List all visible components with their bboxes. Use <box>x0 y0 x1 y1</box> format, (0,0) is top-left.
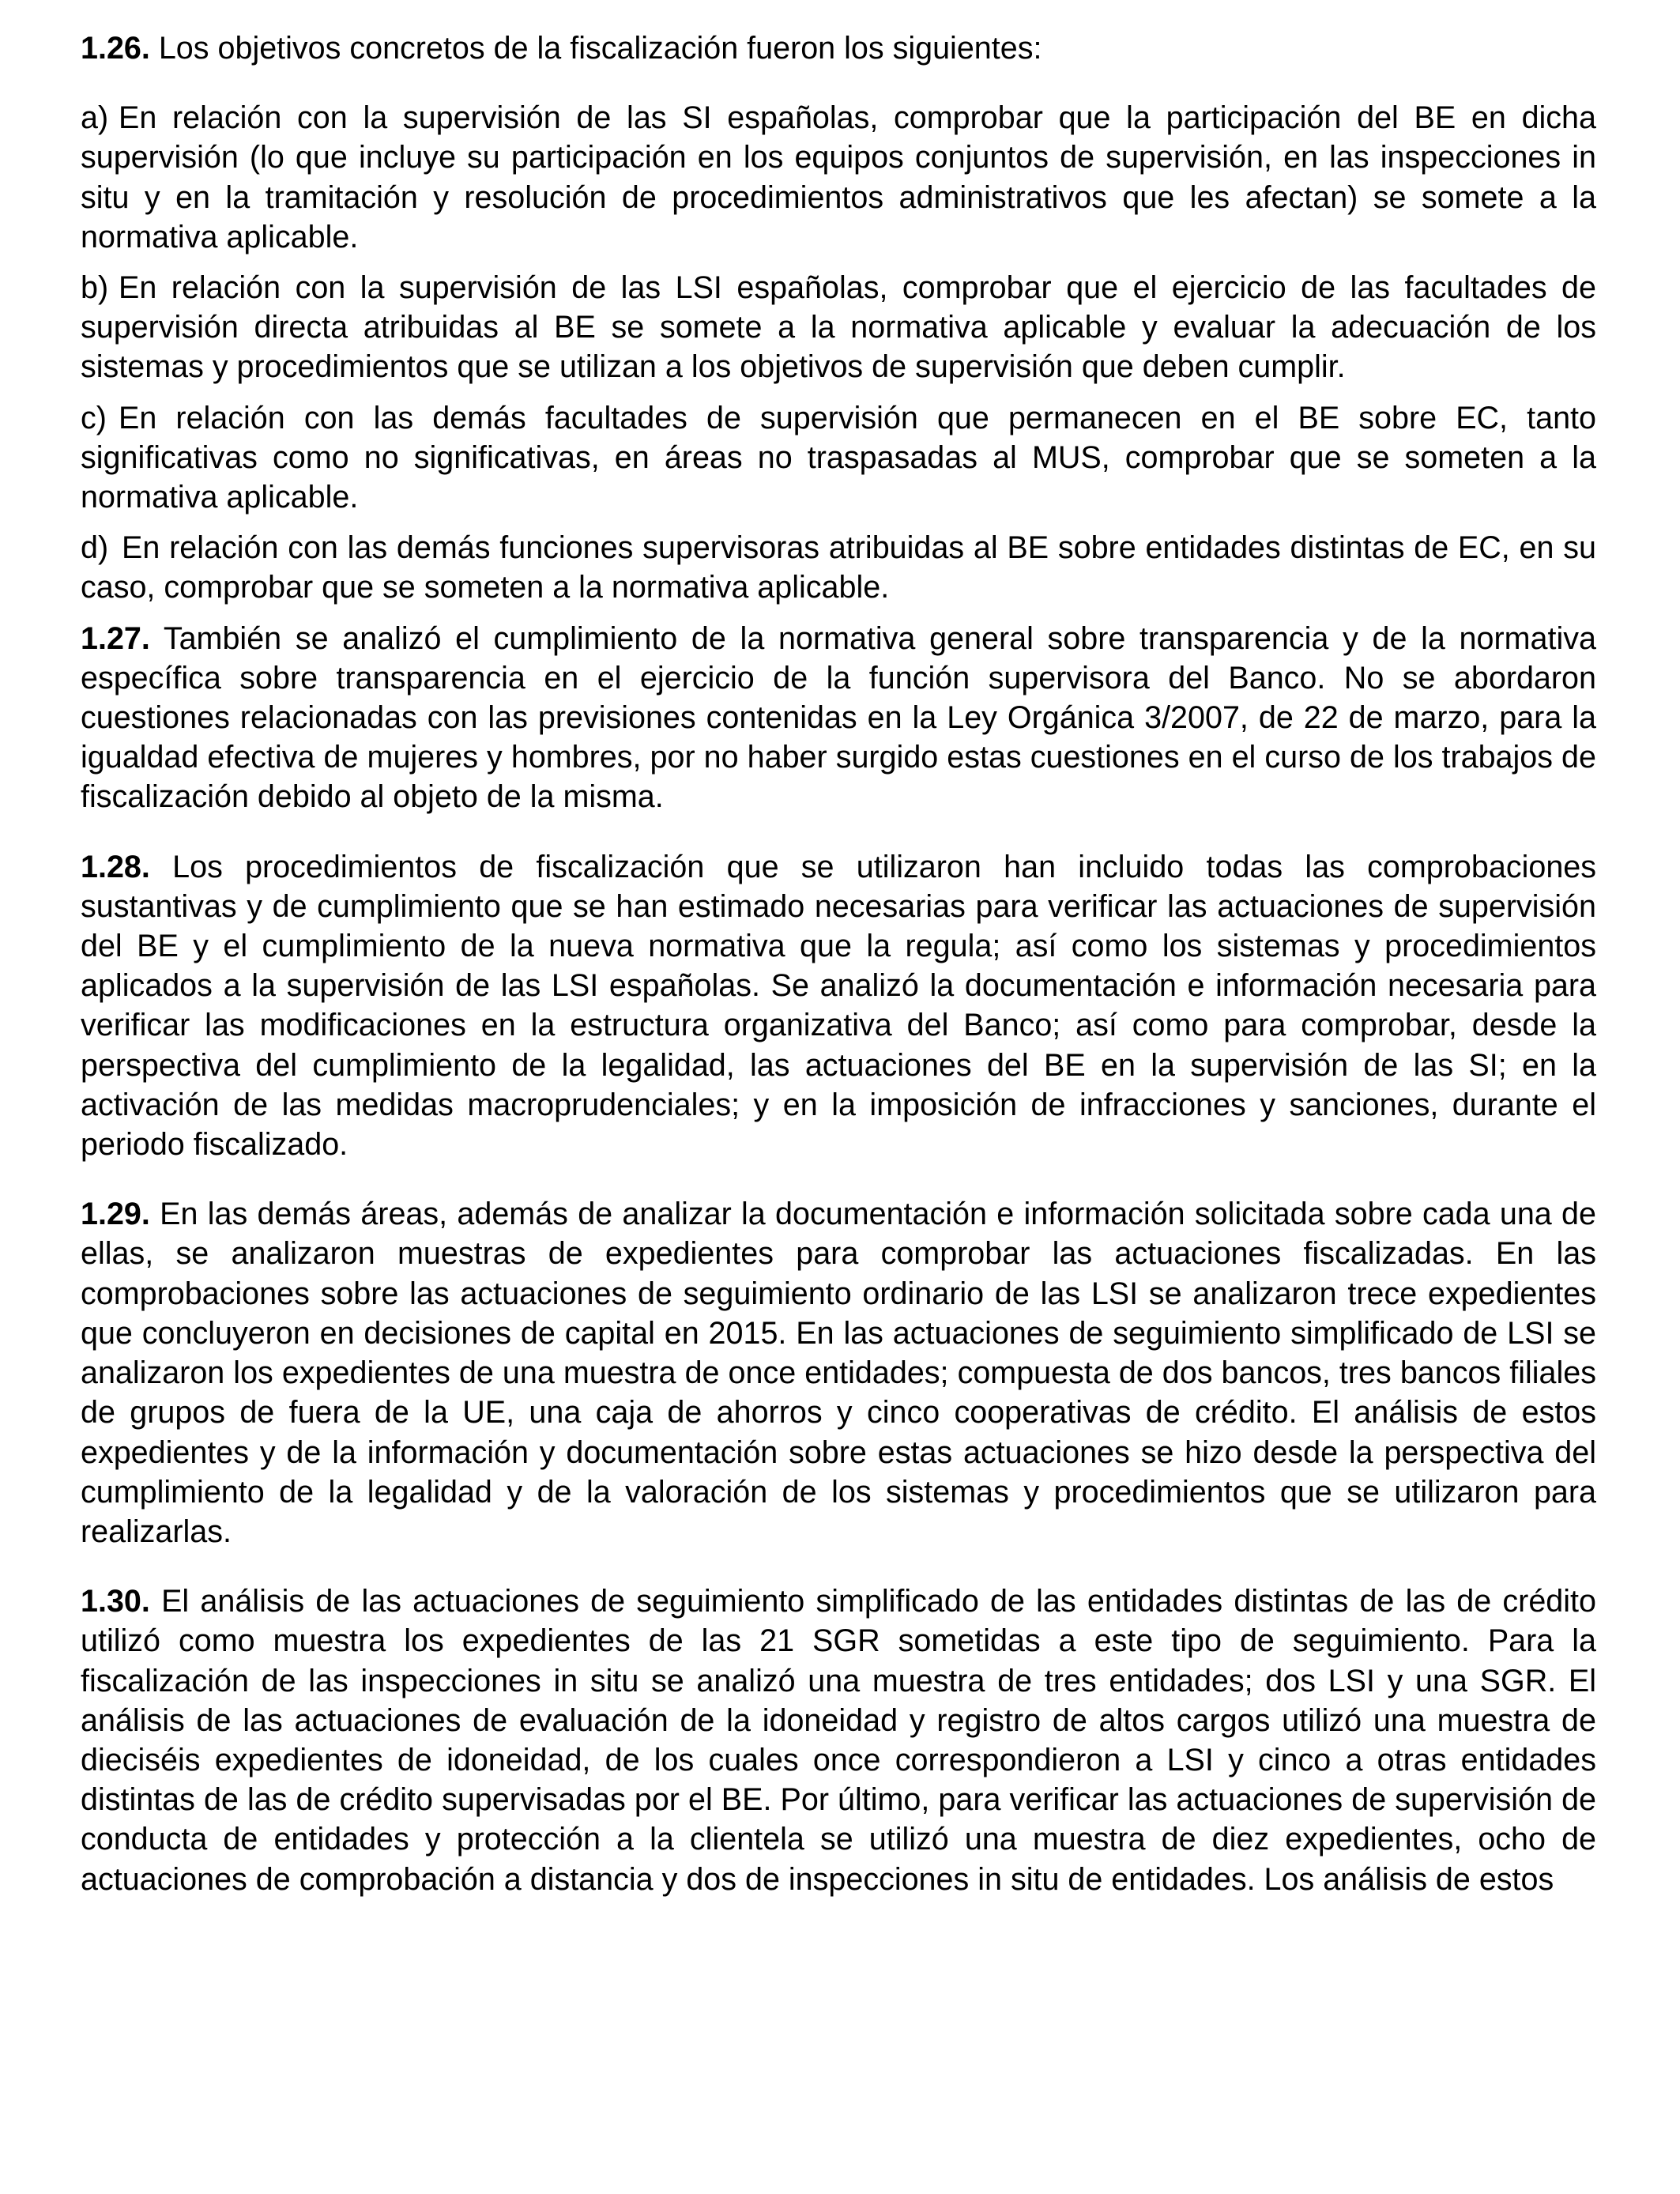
paragraph-number: 1.29. <box>81 1197 150 1232</box>
paragraph-number: 1.28. <box>81 849 150 884</box>
list-item-letter: c) <box>81 400 107 435</box>
list-item-a <box>81 98 1596 257</box>
paragraph-1-30 <box>81 1581 1596 1899</box>
paragraph-1-27 <box>81 619 1596 817</box>
list-item-text: En relación con la supervisión de las LSI españolas, comprobar que el ejercicio de las facultades de supervisión directa atribuidas al BE se somete a la normativa aplicable y evaluar la adecuación de los sistemas y procedimientos que se utilizan a los objetivos de supervisión que deben cumplir. <box>81 270 1596 385</box>
list-item-b <box>81 268 1596 387</box>
paragraph-text: Los procedimientos de fiscalización que se utilizaron han incluido todas las comprobaciones sustantivas y de cumplimiento que se han estimado necesarias para verificar las actuaciones de supervisión del BE y el cumplimiento de la nueva normativa que la regula; así como los sistemas y procedimientos aplicados a la supervisión de las LSI españolas. Se analizó la documentación e información necesaria para verificar las modificaciones en la estructura organizativa del Banco; así como para comprobar, desde la perspectiva del cumplimiento de la legalidad, las actuaciones del BE en la supervisión de las SI; en la activación de las medidas macroprudenciales; y en la imposición de infracciones y sanciones, durante el periodo fiscalizado. <box>81 849 1596 1163</box>
document-page <box>81 28 1596 1899</box>
list-item-c <box>81 398 1596 518</box>
paragraph-text: En las demás áreas, además de analizar la documentación e información solicitada sobre cada una de ellas, se analizaron muestras de expedientes para comprobar las actuaciones fiscalizadas. En las comprobaciones sobre las actuaciones de seguimiento ordinario de las LSI se analizaron trece expedientes que concluyeron en decisiones de capital en 2015. En las actuaciones de seguimiento simplificado de LSI se analizaron los expedientes de una muestra de once entidades; compuesta de dos bancos, tres bancos filiales de grupos de fuera de la UE, una caja de ahorros y cinco cooperativas de crédito. El análisis de estos expedientes y de la información y documentación sobre estas actuaciones se hizo desde la perspectiva del cumplimiento de la legalidad y de la valoración de los sistemas y procedimientos que se utilizaron para realizarlas. <box>81 1197 1596 1549</box>
paragraph-text: También se analizó el cumplimiento de la normativa general sobre transparencia y de la normativa específica sobre transparencia en el ejercicio de la función supervisora del Banco. No se abordaron cuestiones relacionadas con las previsiones contenidas en la Ley Orgánica 3/2007, de 22 de marzo, para la igualdad efectiva de mujeres y hombres, por no haber surgido estas cuestiones en el curso de los trabajos de fiscalización debido al objeto de la misma. <box>81 620 1596 815</box>
paragraph-text: El análisis de las actuaciones de seguimiento simplificado de las entidades distintas de las de crédito utilizó como muestra los expedientes de las 21 SGR sometidas a este tipo de seguimiento. Para la fiscalización de las inspecciones in situ se analizó una muestra de tres entidades; dos LSI y una SGR. El análisis de las actuaciones de evaluación de la idoneidad y registro de altos cargos utilizó una muestra de dieciséis expedientes de idoneidad, de los cuales once correspondieron a LSI y cinco a otras entidades distintas de las de crédito supervisadas por el BE. Por último, para verificar las actuaciones de supervisión de conducta de entidades y protección a la clientela se utilizó una muestra de diez expedientes, ocho de actuaciones de comprobación a distancia y dos de inspecciones in situ de entidades. Los análisis de estos <box>81 1584 1596 1897</box>
list-item-d <box>81 528 1596 607</box>
paragraph-1-29 <box>81 1194 1596 1551</box>
list-item-letter: d) <box>81 530 109 566</box>
list-item-text: En relación con las demás facultades de supervisión que permanecen en el BE sobre EC, tanto significativas como no significativas, en áreas no traspasadas al MUS, comprobar que se someten a la normativa aplicable. <box>81 400 1596 515</box>
paragraph-number: 1.30. <box>81 1584 150 1619</box>
list-item-text: En relación con las demás funciones supervisoras atribuidas al BE sobre entidades distintas de EC, en su caso, comprobar que se someten a la normativa aplicable. <box>81 530 1596 605</box>
paragraph-text: Los objetivos concretos de la fiscalización fueron los siguientes: <box>158 31 1042 66</box>
paragraph-number: 1.27. <box>81 620 150 656</box>
list-item-text: En relación con la supervisión de las SI españolas, comprobar que la participación del BE en dicha supervisión (lo que incluye su participación en los equipos conjuntos de supervisión, en las inspecciones in situ y en la tramitación y resolución de procedimientos administrativos que les afectan) se somete a la normativa aplicable. <box>81 100 1596 254</box>
paragraph-1-28 <box>81 847 1596 1165</box>
paragraph-1-26 <box>81 28 1596 68</box>
paragraph-number: 1.26. <box>81 31 150 66</box>
list-item-letter: a) <box>81 100 109 136</box>
list-item-letter: b) <box>81 270 109 306</box>
